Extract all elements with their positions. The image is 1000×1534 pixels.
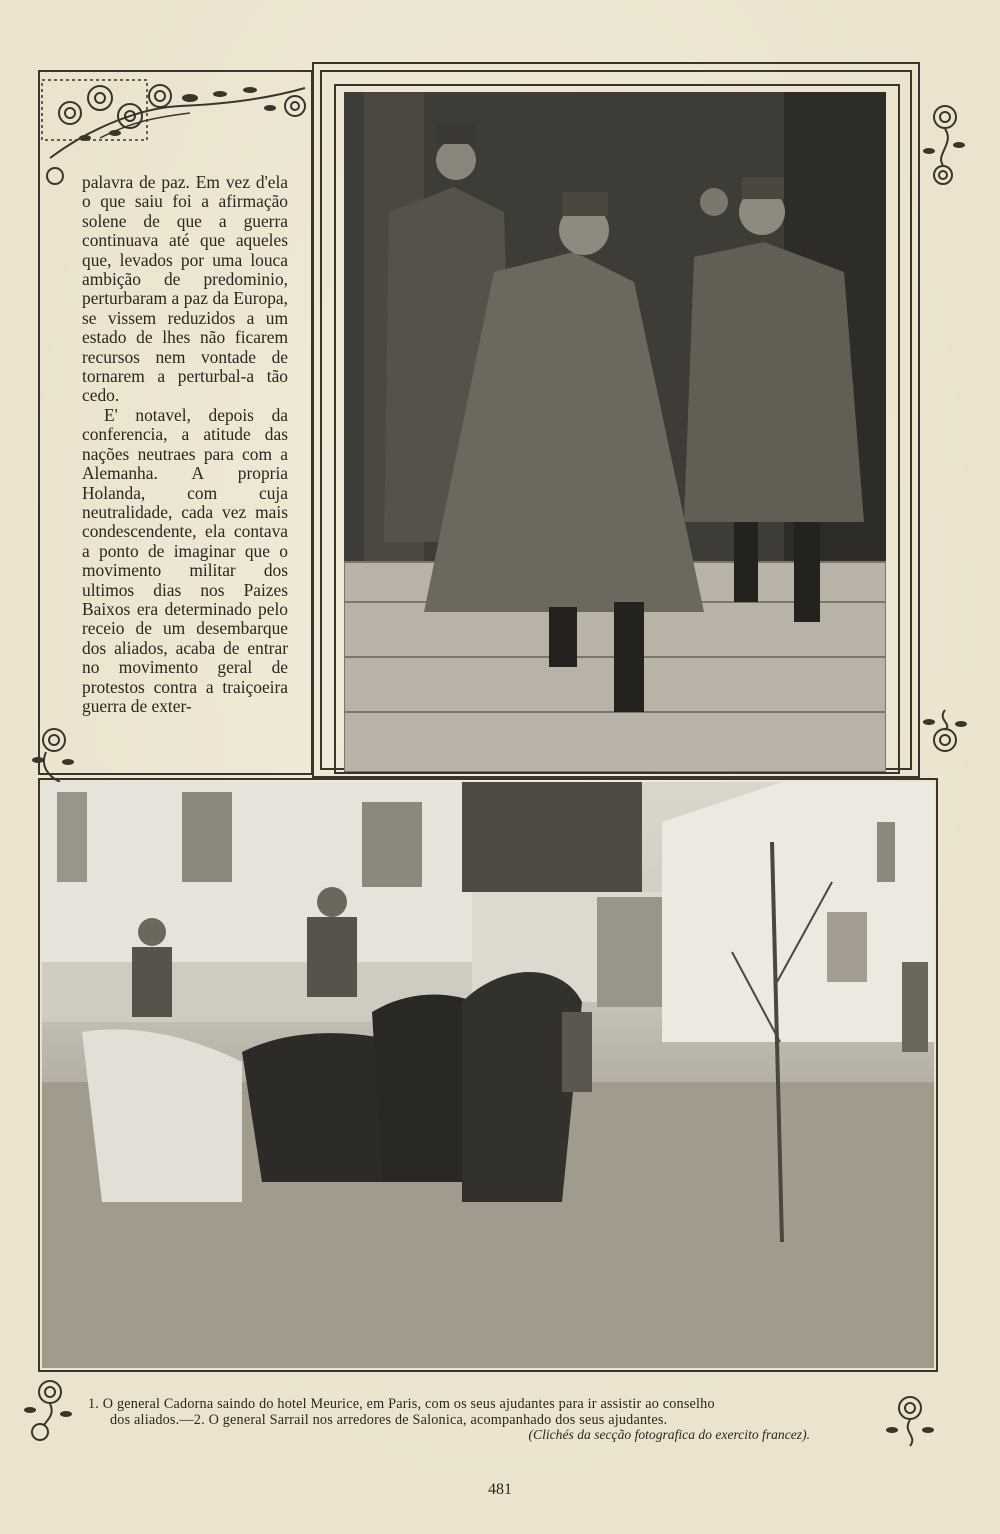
rose-ornament-icon xyxy=(915,700,975,770)
photo-credit: (Clichés da secção fotografica do exercito francez). xyxy=(528,1427,810,1442)
caption-line: dos aliados.—2. O general Sarrail nos arredores de Salonica, acompanhado dos seus ajudantes. xyxy=(110,1412,668,1428)
photo-illustration xyxy=(42,782,934,1368)
rose-ornament-icon xyxy=(880,1380,940,1450)
photo-illustration xyxy=(344,92,886,772)
caption-line: 1. O general Cadorna saindo do hotel Meurice, em Paris, com os seus ajudantes para ir assistir ao conselho xyxy=(88,1396,715,1412)
rose-ornament-icon xyxy=(20,1370,80,1445)
photo-caption xyxy=(88,1396,878,1428)
rose-ornament-icon xyxy=(915,95,975,205)
rose-ornament-icon xyxy=(30,68,320,188)
article-paragraph: E' notavel, depois da conferencia, a atitude das nações neutraes para com a Alemanha. A propria Holanda, com cuja neutralidade, cada vez mais condescendente, ela contava a ponto de imaginar que o movimento militar dos ultimos dias nos Paizes Baixos era determinado pelo receio de um desembarque dos aliados, acaba de entrar no movimento geral de protestos contra a traiçoeira guerra de exter- xyxy=(82,404,288,716)
photo-general-sarrail xyxy=(42,782,934,1368)
article-paragraph: palavra de paz. Em vez d'ela o que saiu foi a afirmação solene de que a guerra continuava até que aqueles que, levados por uma louca ambição de predominio, perturbaram a paz da Europa, se vissem reduzidos a um estado de lhes não ficarem recursos nem vontade de tornarem a perturbal-a tão cedo. xyxy=(82,172,288,406)
article-text xyxy=(82,173,288,716)
page-number: 481 xyxy=(488,1481,512,1498)
photo-general-cadorna xyxy=(344,92,886,772)
